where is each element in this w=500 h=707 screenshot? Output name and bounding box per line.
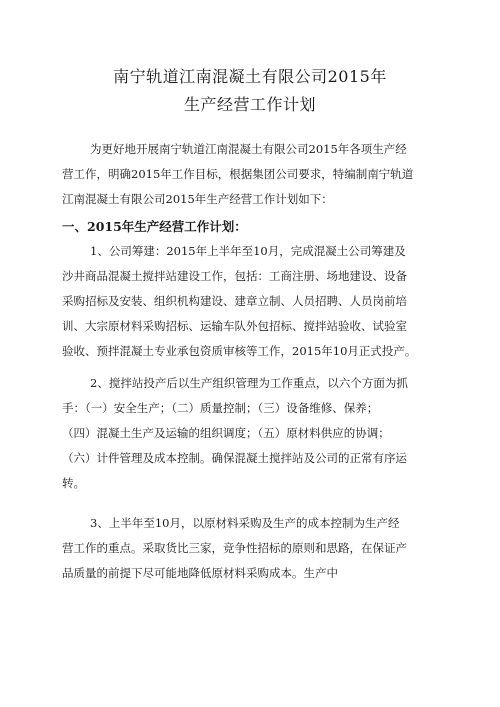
document-subtitle: 生产经营工作计划 — [183, 95, 316, 114]
item2-line: （六）计件管理及成本控制。确保混凝土搅拌站及公司的正常有序运 — [62, 451, 407, 465]
item2-line: 手：（一）安全生产；（二）质量控制；（三）设备维修、保养； — [62, 401, 379, 415]
item1-line: 验收、预拌混凝土专业承包资质审核等工作，2015年10月正式投产。 — [62, 344, 417, 358]
item3-line: 营工作的重点。采取货比三家，竞争性招标的原则和思路，在保证产 — [62, 541, 407, 555]
item2-line: 2、搅拌站投产后以生产组织管理为工作重点，以六个方面为抓 — [90, 376, 408, 390]
item3-line: 品质量的前提下尽可能地降低原材料采购成本。生产中 — [62, 566, 338, 580]
item1-line: 1、公司筹建：2015年上半年至10月，完成混凝土公司筹建及 — [90, 244, 406, 258]
intro-line: 为更好地开展南宁轨道江南混凝土有限公司2015年各项生产经 — [90, 142, 407, 156]
item1-line: 沙井商品混凝土搅拌站建设工作，包括：工商注册、场地建设、设备 — [62, 269, 407, 283]
item2-line: （四）混凝土生产及运输的组织调度；（五）原材料供应的协调； — [62, 426, 390, 440]
item3-line: 3、上半年至10月，以原材料采购及生产的成本控制为生产经 — [90, 516, 400, 530]
item1-line: 训、大宗原材料采购招标、运输车队外包招标、搅拌站验收、试验室 — [62, 319, 407, 333]
intro-line: 江南混凝土有限公司2015年生产经营工作计划如下： — [62, 192, 333, 206]
document-title: 南宁轨道江南混凝土有限公司2015年 — [113, 67, 387, 86]
section-heading: 一、2015年生产经营工作计划： — [62, 219, 247, 234]
item2-line: 转。 — [62, 476, 85, 490]
item1-line: 采购招标及安装、组织机构建设、建章立制、人员招聘、人员岗前培 — [62, 294, 407, 308]
intro-line: 营工作，明确2015年工作目标，根据集团公司要求，特编制南宁轨道 — [62, 167, 414, 181]
